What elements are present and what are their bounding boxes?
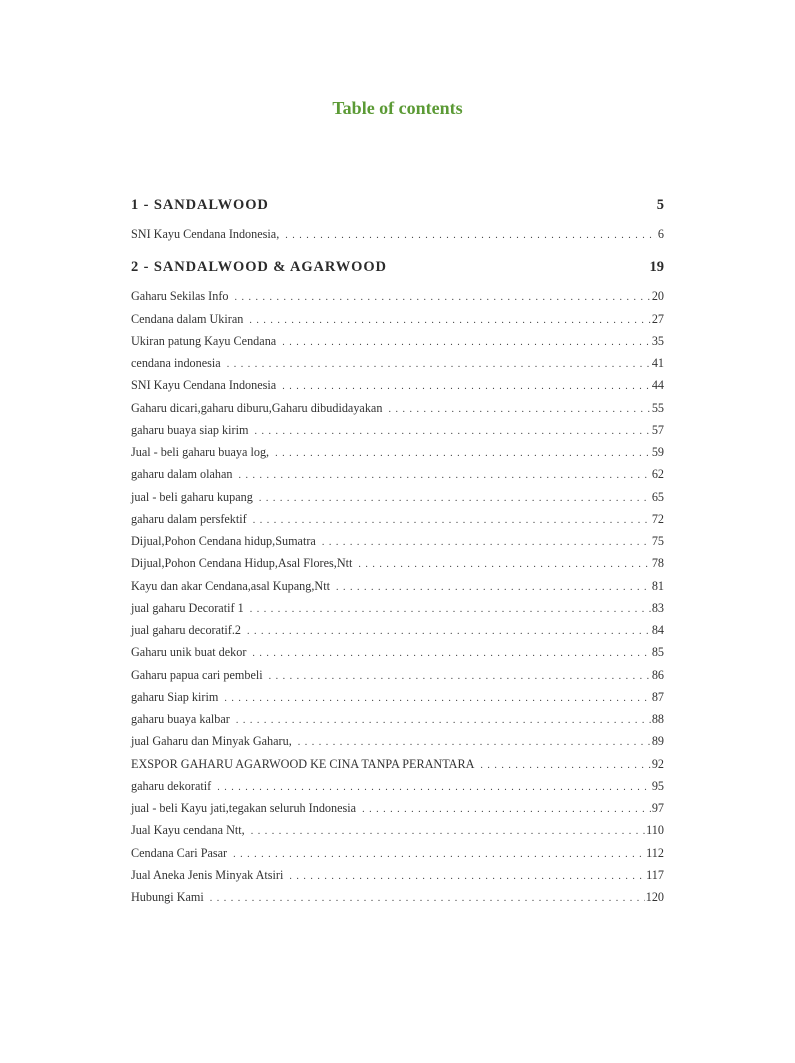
toc-entry-page-number: 78 xyxy=(651,556,664,571)
toc-entry-label: Cendana dalam Ukiran xyxy=(131,311,244,326)
toc-entry[interactable] xyxy=(131,508,664,530)
toc-entry[interactable] xyxy=(131,552,664,574)
toc-entry[interactable] xyxy=(131,641,664,663)
toc-entry-label: jual - beli Kayu jati,tegakan seluruh Indonesia xyxy=(131,801,357,815)
toc-entry[interactable] xyxy=(131,597,664,619)
dot-leader xyxy=(282,376,651,398)
toc-entry[interactable] xyxy=(131,575,664,597)
table-of-contents xyxy=(131,194,664,908)
dot-leader xyxy=(227,354,651,376)
page-title: Table of contents xyxy=(332,98,463,118)
toc-entry-page-number: 55 xyxy=(651,400,664,415)
chapter-heading[interactable] xyxy=(131,256,664,278)
toc-entry-page-number: 84 xyxy=(651,623,664,637)
toc-entry-label: SNI Kayu Cendana Indonesia, xyxy=(131,227,280,241)
dot-leader xyxy=(247,621,651,643)
chapter-page-number: 19 xyxy=(649,259,664,276)
toc-entry-page-number: 20 xyxy=(651,289,664,304)
dot-leader xyxy=(217,777,651,799)
dot-leader xyxy=(239,465,651,487)
dot-leader xyxy=(234,287,650,309)
toc-entry-page-number: 85 xyxy=(651,645,664,660)
toc-entry[interactable] xyxy=(131,441,664,463)
toc-entry-label: Jual - beli gaharu buaya log, xyxy=(131,445,270,459)
toc-entry-label: gaharu buaya kalbar xyxy=(131,712,230,726)
dot-leader xyxy=(322,532,651,554)
dot-leader xyxy=(236,710,651,732)
toc-entry[interactable] xyxy=(131,864,664,886)
toc-entry-label: gaharu dalam olahan xyxy=(131,467,233,482)
toc-entry-label: cendana indonesia xyxy=(131,356,221,370)
toc-entry-page-number: 81 xyxy=(651,578,664,593)
toc-entry-label: jual Gaharu dan Minyak Gaharu, xyxy=(131,734,292,749)
toc-entry-page-number: 86 xyxy=(651,667,664,682)
dot-leader xyxy=(233,844,645,866)
toc-entry-page-number: 41 xyxy=(651,356,664,370)
dot-leader xyxy=(249,310,650,332)
toc-entry[interactable] xyxy=(131,530,664,552)
toc-entry[interactable] xyxy=(131,463,664,485)
toc-entry-page-number: 72 xyxy=(651,511,664,526)
toc-entry-page-number: 35 xyxy=(651,333,664,348)
toc-entry-page-number: 6 xyxy=(657,227,664,241)
toc-entry[interactable] xyxy=(131,886,664,908)
dot-leader xyxy=(282,332,651,354)
toc-entry-page-number: 87 xyxy=(651,689,664,704)
toc-entry-label: Dijual,Pohon Cendana Hidup,Asal Flores,Ntt xyxy=(131,556,353,571)
toc-entry-label: SNI Kayu Cendana Indonesia xyxy=(131,378,277,393)
toc-entry[interactable] xyxy=(131,775,664,797)
toc-entry[interactable] xyxy=(131,797,664,819)
toc-entry[interactable] xyxy=(131,374,664,396)
toc-entry-label: gaharu buaya siap kirim xyxy=(131,422,249,437)
dot-leader xyxy=(259,488,651,510)
toc-entry-label: Kayu dan akar Cendana,asal Kupang,Ntt xyxy=(131,578,330,593)
dot-leader xyxy=(336,577,651,599)
dot-leader xyxy=(253,510,651,532)
dot-leader xyxy=(252,643,650,665)
chapter-title: 2 - SANDALWOOD & AGARWOOD xyxy=(131,259,387,276)
toc-entry[interactable] xyxy=(131,730,664,752)
toc-entry-label: Dijual,Pohon Cendana hidup,Sumatra xyxy=(131,534,316,548)
toc-entry-page-number: 97 xyxy=(651,801,664,815)
toc-entry[interactable] xyxy=(131,708,664,730)
toc-entry-label: Ukiran patung Kayu Cendana xyxy=(131,333,277,348)
dot-leader xyxy=(275,443,651,465)
toc-entry-page-number: 57 xyxy=(651,422,664,437)
dot-leader xyxy=(480,755,650,777)
toc-entry-page-number: 110 xyxy=(646,823,664,838)
toc-entry-label: Jual Kayu cendana Ntt, xyxy=(131,823,245,838)
chapter-title: 1 - SANDALWOOD xyxy=(131,197,269,213)
dot-leader xyxy=(254,421,650,443)
dot-leader xyxy=(210,888,645,910)
toc-entry-label: Jual Aneka Jenis Minyak Atsiri xyxy=(131,867,284,882)
toc-entry-page-number: 44 xyxy=(651,378,664,393)
toc-entry-page-number: 65 xyxy=(651,489,664,504)
toc-entry-page-number: 89 xyxy=(651,734,664,749)
toc-entry[interactable] xyxy=(131,686,664,708)
toc-entry-page-number: 95 xyxy=(651,778,664,793)
toc-entry-page-number: 59 xyxy=(651,445,664,459)
toc-entry[interactable] xyxy=(131,753,664,775)
dot-leader xyxy=(358,554,650,576)
toc-entry-page-number: 75 xyxy=(651,534,664,548)
toc-entry[interactable] xyxy=(131,486,664,508)
toc-entry-page-number: 62 xyxy=(651,467,664,482)
toc-entry-label: gaharu dekoratif xyxy=(131,778,212,793)
chapter-heading[interactable] xyxy=(131,194,664,216)
toc-entry-label: jual gaharu decoratif.2 xyxy=(131,623,241,637)
toc-entry[interactable] xyxy=(131,330,664,352)
toc-entry-page-number: 88 xyxy=(651,712,664,726)
toc-entry-page-number: 27 xyxy=(651,311,664,326)
toc-entry-label: Cendana Cari Pasar xyxy=(131,845,228,860)
toc-entry-page-number: 112 xyxy=(646,845,664,860)
toc-entry-page-number: 117 xyxy=(646,867,664,882)
toc-entry[interactable] xyxy=(131,619,664,641)
toc-entry-label: Gaharu unik buat dekor xyxy=(131,645,247,660)
toc-entry-label: EXSPOR GAHARU AGARWOOD KE CINA TANPA PERANTARA xyxy=(131,756,475,771)
dot-leader xyxy=(250,599,651,621)
toc-entry-label: Gaharu Sekilas Info xyxy=(131,289,229,304)
chapter-page-number: 5 xyxy=(656,197,664,213)
toc-entry-label: Gaharu dicari,gaharu diburu,Gaharu dibudidayakan xyxy=(131,400,383,415)
dot-leader xyxy=(251,821,645,843)
toc-entry[interactable] xyxy=(131,223,664,245)
toc-entry-label: jual gaharu Decoratif 1 xyxy=(131,600,244,615)
toc-entry-page-number: 120 xyxy=(645,890,664,904)
dot-leader xyxy=(388,399,650,421)
toc-entry[interactable] xyxy=(131,819,664,841)
dot-leader xyxy=(289,866,645,888)
toc-entry[interactable] xyxy=(131,419,664,441)
toc-entry-label: gaharu dalam persfektif xyxy=(131,511,247,526)
dot-leader xyxy=(362,799,651,821)
toc-entry[interactable] xyxy=(131,664,664,686)
toc-entry[interactable] xyxy=(131,397,664,419)
toc-entry-label: Hubungi Kami xyxy=(131,890,204,904)
toc-entry-label: gaharu Siap kirim xyxy=(131,689,219,704)
dot-leader xyxy=(224,688,650,710)
dot-leader xyxy=(285,225,657,247)
toc-entry-label: jual - beli gaharu kupang xyxy=(131,489,253,504)
toc-entry[interactable] xyxy=(131,842,664,864)
toc-entry[interactable] xyxy=(131,308,664,330)
dot-leader xyxy=(269,666,651,688)
toc-entry-page-number: 92 xyxy=(651,756,664,771)
toc-entry-label: Gaharu papua cari pembeli xyxy=(131,667,263,682)
toc-entry[interactable] xyxy=(131,285,664,307)
toc-entry-page-number: 83 xyxy=(651,600,664,615)
dot-leader xyxy=(298,732,651,754)
toc-entry[interactable] xyxy=(131,352,664,374)
